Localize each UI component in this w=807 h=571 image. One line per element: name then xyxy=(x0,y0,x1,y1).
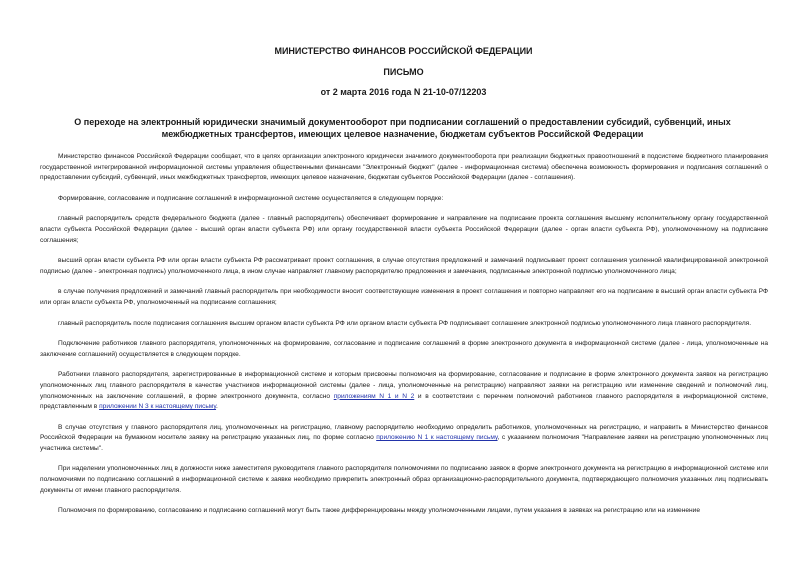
paragraph-text: , с указанием полномочия "Направление заявки на регистрацию уполномоченных лиц участника системы". xyxy=(40,434,768,452)
paragraph-text: Работники главного распорядителя, зарегистрированные в информационной системе и которым присвоены полномочия на формирование, согласование и подписание в форме электронного документа заявок на регистрацию уполномоченных лиц главного распорядителя в качестве участников информационной системы (далее - лица, уполномоченные на регистрацию) направляют заявки на регистрацию или изменение сведений и полномочий лиц, уполномоченных на заключение соглашений, в форме электронного документа, согласно xyxy=(40,371,768,400)
paragraph-with-link xyxy=(40,423,768,455)
paragraph-with-links xyxy=(40,370,768,412)
appendix-1-2-link[interactable]: приложениям N 1 и N 2 xyxy=(333,392,415,400)
document-date-number: от 2 марта 2016 года N 21-10-07/12203 xyxy=(320,87,487,97)
paragraph-text: и в соответствии с перечнем полномочий работников главного распорядителя в информационной системе, представленным в xyxy=(40,392,768,411)
paragraph: главный распорядитель средств федерального бюджета (далее - главный распорядитель) обеспечивает формирование и направление на подписание проекта соглашения высшему исполнительному органу государственной власти субъекта Российской Федерации (далее - высший орган власти субъекта РФ) или органу государственной власти субъекта Российской Федерации (далее - орган власти субъекта РФ), уполномоченному на подписание соглашения; xyxy=(40,215,768,244)
paragraph-text: . xyxy=(216,403,218,411)
paragraph: главный распорядитель после подписания соглашения высшим органом власти субъекта РФ или органом власти субъекта РФ подписывает соглашение электронной подписью уполномоченного лица главного распорядителя. xyxy=(58,319,752,327)
document-title: О переходе на электронный юридически значимый документооборот при подписании соглашений о предоставлении субсидий, субвенций, иных межбюджетных трансфертов, имеющих целевое назначение, бюджетам субъектов Российской Федерации xyxy=(74,117,731,139)
paragraph: Подключение работников главного распорядителя, уполномоченных на формирование, согласование и подписание соглашений в форме электронного документа в информационной системе (далее - лица, уполномоченные на заключение соглашений) осуществляется в следующем порядке. xyxy=(40,340,768,358)
document-body xyxy=(40,152,768,527)
paragraph: При наделении уполномоченных лиц в должности ниже заместителя руководителя главного распорядителя полномочиями по подписанию заявок в форме электронного документа на регистрацию в информационной системе или полномочиями по подписанию соглашений в информационной системе к заявке необходимо прикрепить электронный образ организационно-распорядительного документа, подтверждающего полномочия указанных лиц подписывать документы от имени главного распорядителя. xyxy=(40,465,768,494)
document-type: ПИСЬМО xyxy=(383,67,424,77)
appendix-3-link[interactable]: приложении N 3 к настоящему письму xyxy=(99,403,217,411)
appendix-1-link[interactable]: приложению N 1 к настоящему письму xyxy=(376,434,498,442)
paragraph: Полномочия по формированию, согласованию и подписанию соглашений могут быть также дифференцированы между уполномоченными лицами, путем указания в заявках на регистрацию или на изменение xyxy=(58,507,701,515)
paragraph-text: В случае отсутствия у главного распорядителя лиц, уполномоченных на регистрацию, главному распорядителю необходимо определить работников, уполномоченных на регистрацию, и направить в Министерство финансов Российской Федерации на бумажном носителе заявку на регистрацию указанных лиц, по форме согласно xyxy=(40,423,768,442)
paragraph: Формирование, согласование и подписание соглашений в информационной системе осуществляется в следующем порядке: xyxy=(58,194,444,202)
paragraph: Министерство финансов Российской Федерации сообщает, что в целях организации электронного юридически значимого документооборота при реализации бюджетных правоотношений в подсистеме бюджетного планирования государственной интегрированной информационной системы управления общественными финансами "Электронный бюджет" (далее - информационная система) обеспечена возможность формирования и подписания соглашений о предоставлении субсидий, субвенций, иных межбюджетных трансфертов, имеющих целевое назначение, бюджетам субъектов Российской Федерации (далее - соглашения). xyxy=(40,153,768,182)
paragraph: в случае получения предложений и замечаний главный распорядитель при необходимости вносит соответствующие изменения в проект соглашения и повторно направляет его на подписание в высший орган власти субъекта РФ или орган власти субъекта РФ, уполномоченный на подписание соглашения; xyxy=(40,288,768,306)
paragraph: высший орган власти субъекта РФ или орган власти субъекта РФ рассматривает проект соглашения, в случае отсутствия предложений и замечаний подписывает проект соглашения усиленной квалифицированной электронной подписью (далее - электронная подпись) уполномоченного лица, в ином случае направляет главному распорядителю предложения и замечания, подписанные электронной подписью уполномоченного лица; xyxy=(40,257,768,275)
ministry-heading: МИНИСТЕРСТВО ФИНАНСОВ РОССИЙСКОЙ ФЕДЕРАЦИИ xyxy=(274,46,533,56)
